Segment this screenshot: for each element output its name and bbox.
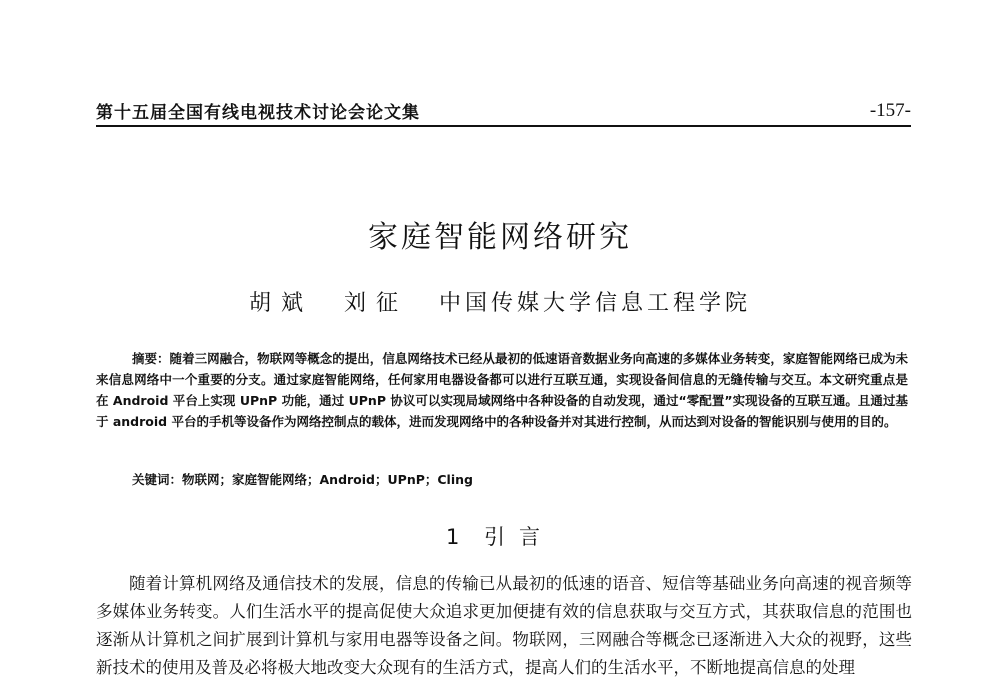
- section-title: 引言: [484, 525, 555, 549]
- journal-title: 第十五届全国有线电视技术讨论会论文集: [96, 103, 420, 123]
- running-head: [96, 98, 911, 124]
- author-line: [0, 286, 1000, 317]
- page-number: -157-: [869, 100, 911, 121]
- body-paragraph: 随着计算机网络及通信技术的发展，信息的传输已从最初的低速的语音、短信等基础业务向高速的视音频等多媒体业务转变。人们生活水平的提高促使大众追求更加便捷有效的信息获取与交互方式，其获取信息的范围也逐渐从计算机之间扩展到计算机与家用电器等设备之间。物联网，三网融合等概念已逐渐进入大众的视野，这些新技术的使用及普及必将极大地改变大众现有的生活方式，提高人们的生活水平，不断地提高信息的处理: [96, 574, 912, 677]
- header-rule: [96, 125, 911, 127]
- author-name: 刘征: [343, 291, 408, 316]
- author-affiliation: 中国传媒大学信息工程学院: [439, 291, 752, 316]
- paper-title: 家庭智能网络研究: [368, 220, 632, 255]
- abstract: 摘要：随着三网融合，物联网等概念的提出，信息网络技术已经从最初的低速语音数据业务向高速的多媒体业务转变，家庭智能网络已成为未来信息网络中一个重要的分支。通过家庭智能网络，任何家用电器设备都可以进行互联互通，实现设备间信息的无缝传输与交互。本文研究重点是在 Android 平台上实现 UPnP 功能，通过 UPnP 协议可以实现局域网络中各种设备的自动发现，通过“零配置”实现设备的互联互通。且通过基于 android 平台的手机等设备作为网络控制点的载体，进而发现网络中的各种设备并对其进行控制，从而达到对设备的智能识别与使用的目的。: [96, 351, 908, 429]
- section-heading: [0, 521, 1000, 551]
- author-name: 胡斌: [248, 291, 313, 316]
- section-number: 1: [445, 525, 460, 549]
- keywords: 关键词：物联网；家庭智能网络；Android；UPnP；Cling: [132, 472, 473, 487]
